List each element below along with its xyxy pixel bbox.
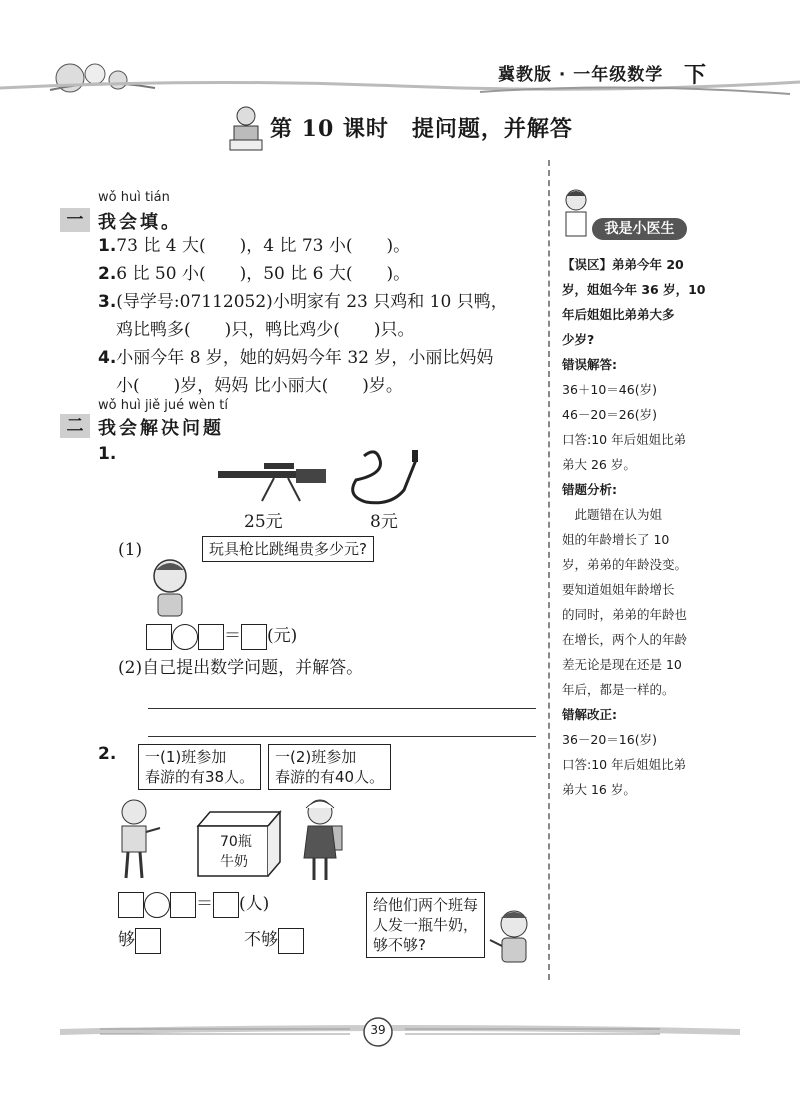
part2-text: (2)自己提出数学问题，并解答。	[118, 658, 364, 678]
girl-student-icon	[296, 796, 348, 884]
milk-question-bubble: 给他们两个班每 人发一瓶牛奶， 够不够?	[366, 892, 485, 958]
rope-price: 8元	[370, 512, 398, 532]
equation-2: ＝ (人)	[118, 890, 269, 918]
boy-thinking-icon	[146, 556, 196, 620]
boy-pointing-icon	[488, 906, 538, 968]
question-bubble: 玩具枪比跳绳贵多少元?	[202, 536, 374, 562]
analysis-title: 错题分析:	[562, 482, 617, 497]
enough-box[interactable]	[135, 928, 161, 954]
question-3: 3.(导学号:07112052)小明家有 23 只鸡和 10 只鸭，	[98, 292, 508, 312]
question-3-cont: 鸡比鸭多( )只，鸭比鸡少( )只。	[116, 320, 415, 340]
gun-price: 25元	[244, 512, 283, 532]
sidebar-divider	[548, 160, 550, 980]
sidebar-problem: 【误区】弟弟今年 20 岁，姐姐今年 36 岁，10 年后姐姐比弟弟大多 少岁?	[562, 257, 706, 347]
answer-box[interactable]	[170, 892, 196, 918]
answer-box[interactable]	[146, 624, 172, 650]
jump-rope-icon	[346, 446, 426, 508]
not-enough-option: 不够	[244, 926, 304, 954]
section1-title: 我会填。	[98, 212, 182, 233]
answer-box[interactable]	[118, 892, 144, 918]
answer-box[interactable]	[241, 624, 267, 650]
boy-student-icon	[110, 796, 162, 882]
operator-circle[interactable]	[144, 892, 170, 918]
doctor-icon	[562, 188, 590, 240]
milk-label: 牛奶	[220, 854, 248, 870]
operator-circle[interactable]	[172, 624, 198, 650]
section1-label: 一	[60, 208, 90, 232]
lesson-title: 第 10 课时 提问题，并解答	[270, 116, 573, 142]
section2-title: 我会解决问题	[98, 418, 224, 439]
volume-label: 下	[684, 63, 707, 88]
right-class-bubble: 一(2)班参加 春游的有40人。	[268, 744, 391, 790]
correction-text: 36－20＝16(岁) 口答:10 年后姐姐比弟 弟大 16 岁。	[562, 732, 687, 797]
sidebar-title: 我是小医生	[592, 218, 687, 240]
header-wave	[0, 70, 800, 100]
correction-title: 错解改正:	[562, 707, 617, 722]
question-4-cont: 小( )岁，妈妈 比小丽大( )岁。	[116, 376, 403, 396]
question-4: 4.小丽今年 8 岁，她的妈妈今年 32 岁，小丽比妈妈	[98, 348, 494, 368]
question-1: 1.73 比 4 大( )，4 比 73 小( )。	[98, 236, 411, 256]
milk-quantity: 70瓶	[220, 834, 252, 850]
section2-label: 二	[60, 414, 90, 438]
wrong-answer-text: 36＋10＝46(岁) 46－20＝26(岁) 口答:10 年后姐姐比弟 弟大 26 岁。	[562, 382, 687, 472]
teacher-icon	[228, 104, 264, 152]
section2-pinyin: wǒ huì jiě jué wèn tí	[98, 398, 228, 413]
part1-label: (1)	[118, 540, 143, 560]
left-class-bubble: 一(1)班参加 春游的有38人。	[138, 744, 261, 790]
problem-1-number: 1.	[98, 444, 117, 464]
answer-box[interactable]	[198, 624, 224, 650]
toy-gun-icon	[214, 455, 334, 505]
question-2: 2.6 比 50 小( )，50 比 6 大( )。	[98, 264, 411, 284]
enough-option: 够	[118, 926, 161, 954]
answer-line[interactable]	[148, 736, 536, 737]
answer-line[interactable]	[148, 708, 536, 709]
equation-1: ＝ (元)	[146, 622, 297, 650]
section1-pinyin: wǒ huì tián	[98, 190, 170, 205]
problem-2-number: 2.	[98, 744, 117, 764]
footer-decoration	[60, 1012, 740, 1052]
series-label: 冀教版 · 一年级数学	[498, 65, 664, 85]
wrong-answer-title: 错误解答:	[562, 357, 617, 372]
analysis-text: 此题错在认为姐 姐的年龄增长了 10 岁，弟弟的年龄没变。 要知道姐姐年龄增长 的同时，弟弟的年龄也 在增长，两个人的年龄 差无论是现在还是 10 年后，都是一样的。	[562, 507, 688, 697]
answer-box[interactable]	[213, 892, 239, 918]
not-enough-box[interactable]	[278, 928, 304, 954]
page-number: 39	[370, 1023, 386, 1037]
